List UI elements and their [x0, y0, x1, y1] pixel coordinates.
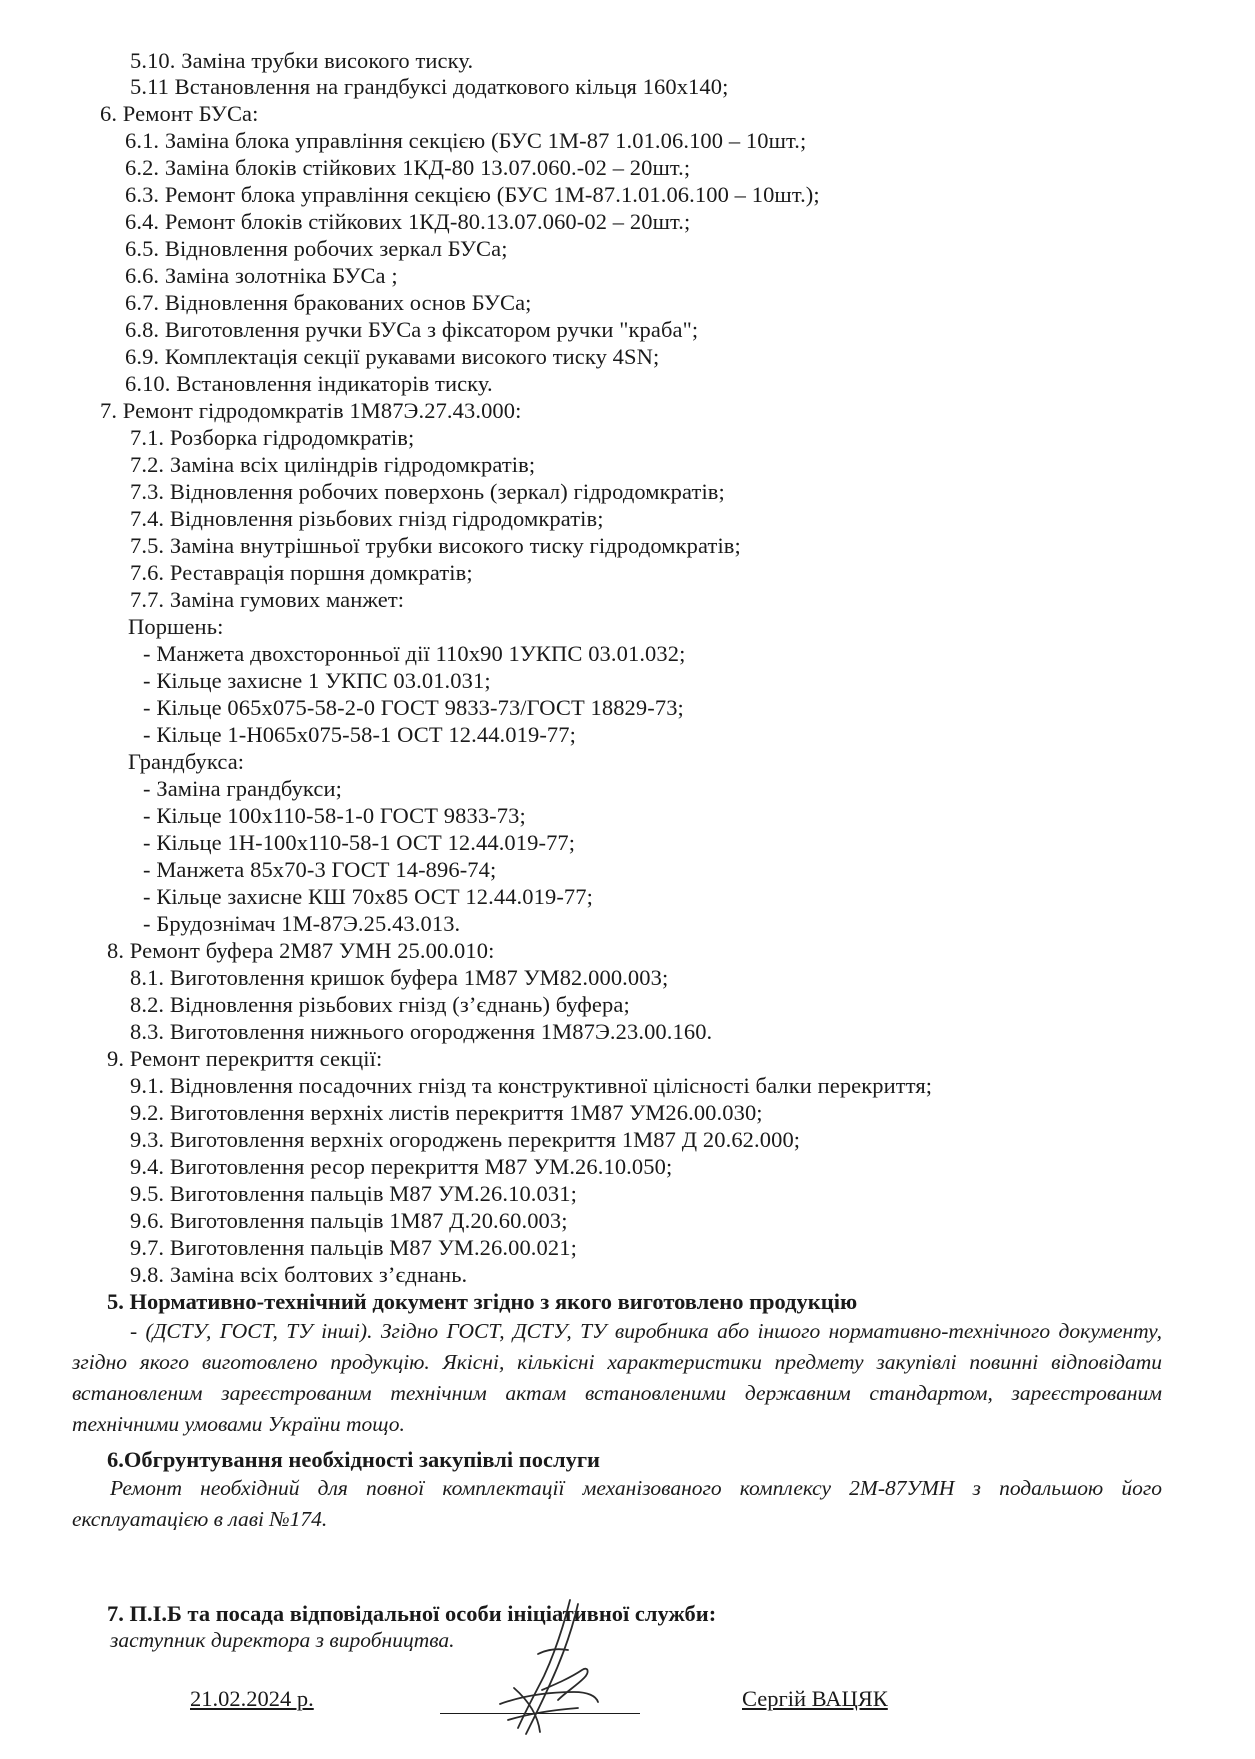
bullet-item: - Кільце 065х075-58-2-0 ГОСТ 9833-73/ГОСТ 18829-73;	[143, 695, 684, 720]
bullet-item: - Манжета 85х70-3 ГОСТ 14-896-74;	[143, 857, 497, 882]
item-6-8: 6.8. Виготовлення ручки БУСа з фіксатором ручки "краба";	[125, 317, 699, 342]
item-9-4: 9.4. Виготовлення ресор перекриття М87 УМ.26.10.050;	[130, 1154, 673, 1179]
item-9-8: 9.8. Заміна всіх болтових з’єднань.	[130, 1262, 468, 1287]
item-6-10: 6.10. Встановлення індикаторів тиску.	[125, 371, 493, 396]
justification-text: Ремонт необхідний для повної комплектації механізованого комплексу 2М-87УМН з подальшою його експлуатацією в лаві №174.	[72, 1476, 1162, 1531]
item-8-3: 8.3. Виготовлення нижнього огородження 1М87Э.23.00.160.	[130, 1019, 713, 1044]
item-9-1: 9.1. Відновлення посадочних гнізд та конструктивної цілісності балки перекриття;	[130, 1073, 933, 1098]
item-9-7: 9.7. Виготовлення пальців М87 УМ.26.00.021;	[130, 1235, 577, 1260]
item-6-5: 6.5. Відновлення робочих зеркал БУСа;	[125, 236, 508, 261]
item-6-2: 6.2. Заміна блоків стійкових 1КД-80 13.07.060.-02 – 20шт.;	[125, 155, 691, 180]
bullet-item: - Кільце захисне 1 УКПС 03.01.031;	[143, 668, 491, 693]
signatory-name: Сергій ВАЦЯК	[742, 1686, 888, 1711]
item-7-3: 7.3. Відновлення робочих поверхонь (зеркал) гідродомкратів;	[130, 479, 725, 504]
bullet-item: - Кільце 100х110-58-1-0 ГОСТ 9833-73;	[143, 803, 526, 828]
item-7-5: 7.5. Заміна внутрішньої трубки високого тиску гідродомкратів;	[130, 533, 741, 558]
item-7-6: 7.6. Реставрація поршня домкратів;	[130, 560, 473, 585]
item-9-5: 9.5. Виготовлення пальців М87 УМ.26.10.031;	[130, 1181, 577, 1206]
section-heading-9: 9. Ремонт перекриття секції:	[107, 1046, 383, 1071]
bullet-item: - Заміна грандбукси;	[143, 776, 342, 801]
bullet-item: - Брудознімач 1М-87Э.25.43.013.	[143, 911, 461, 936]
item-5-10: 5.10. Заміна трубки високого тиску.	[130, 48, 474, 73]
item-8-1: 8.1. Виготовлення кришок буфера 1М87 УМ82.000.003;	[130, 965, 669, 990]
section-heading-6: 6. Ремонт БУСа:	[100, 101, 259, 126]
item-7-7: 7.7. Заміна гумових манжет:	[130, 587, 405, 612]
item-5-11: 5.11 Встановлення на грандбуксі додаткового кільця 160х140;	[130, 74, 729, 99]
bullet-item: - Кільце захисне КШ 70х85 ОСТ 12.44.019-77;	[143, 884, 593, 909]
normative-doc-text: - (ДСТУ, ГОСТ, ТУ інші). Згідно ГОСТ, ДСТУ, ТУ виробника або іншого нормативно-технічного документу, згідно якого виготовлено продукцію. Якісні, кількісні характеристики предмету закупівлі повинні відповідати встановленим зареєстрованим технічним актам встановленими державним стандартом, зареєстрованим технічними умовами України тощо.	[72, 1319, 1162, 1436]
justification-heading: 6.Обгрунтування необхідності закупівлі послуги	[107, 1447, 601, 1472]
item-6-7: 6.7. Відновлення бракованих основ БУСа;	[125, 290, 532, 315]
handwritten-signature	[478, 1592, 628, 1742]
item-9-6: 9.6. Виготовлення пальців 1М87 Д.20.60.003;	[130, 1208, 568, 1233]
subgroup-label-piston: Поршень:	[128, 614, 224, 639]
item-6-6: 6.6. Заміна золотніка БУСа ;	[125, 263, 398, 288]
item-6-9: 6.9. Комплектація секції рукавами високого тиску 4SN;	[125, 344, 660, 369]
item-7-2: 7.2. Заміна всіх циліндрів гідродомкратів;	[130, 452, 536, 477]
bullet-item: - Кільце 1Н-100х110-58-1 ОСТ 12.44.019-77;	[143, 830, 576, 855]
subgroup-label-grandbuksa: Грандбукса:	[128, 749, 245, 774]
item-9-2: 9.2. Виготовлення верхніх листів перекриття 1М87 УМ26.00.030;	[130, 1100, 763, 1125]
bullet-item: - Манжета двохсторонньої дії 110х90 1УКПС 03.01.032;	[143, 641, 686, 666]
item-8-2: 8.2. Відновлення різьбових гнізд (з’єднань) буфера;	[130, 992, 630, 1017]
item-9-3: 9.3. Виготовлення верхніх огороджень перекриття 1М87 Д 20.62.000;	[130, 1127, 801, 1152]
responsible-person-position: заступник директора з виробництва.	[110, 1628, 455, 1652]
item-6-1: 6.1. Заміна блока управління секцією (БУС 1М-87 1.01.06.100 – 10шт.;	[125, 128, 807, 153]
bullet-item: - Кільце 1-Н065х075-58-1 ОСТ 12.44.019-77;	[143, 722, 576, 747]
section-heading-7: 7. Ремонт гідродомкратів 1М87Э.27.43.000:	[100, 398, 522, 423]
item-7-1: 7.1. Розборка гідродомкратів;	[130, 425, 415, 450]
normative-doc-heading: 5. Нормативно-технічний документ згідно з якого виготовлено продукцію	[107, 1289, 858, 1314]
signature-date: 21.02.2024 р.	[190, 1686, 314, 1711]
item-6-4: 6.4. Ремонт блоків стійкових 1КД-80.13.07.060-02 – 20шт.;	[125, 209, 691, 234]
section-heading-8: 8. Ремонт буфера 2М87 УМН 25.00.010:	[107, 938, 495, 963]
responsible-person-heading: 7. П.І.Б та посада відповідальної особи ініціативної служби:	[107, 1601, 717, 1626]
item-6-3: 6.3. Ремонт блока управління секцією (БУС 1М-87.1.01.06.100 – 10шт.);	[125, 182, 820, 207]
item-7-4: 7.4. Відновлення різьбових гнізд гідродомкратів;	[130, 506, 604, 531]
